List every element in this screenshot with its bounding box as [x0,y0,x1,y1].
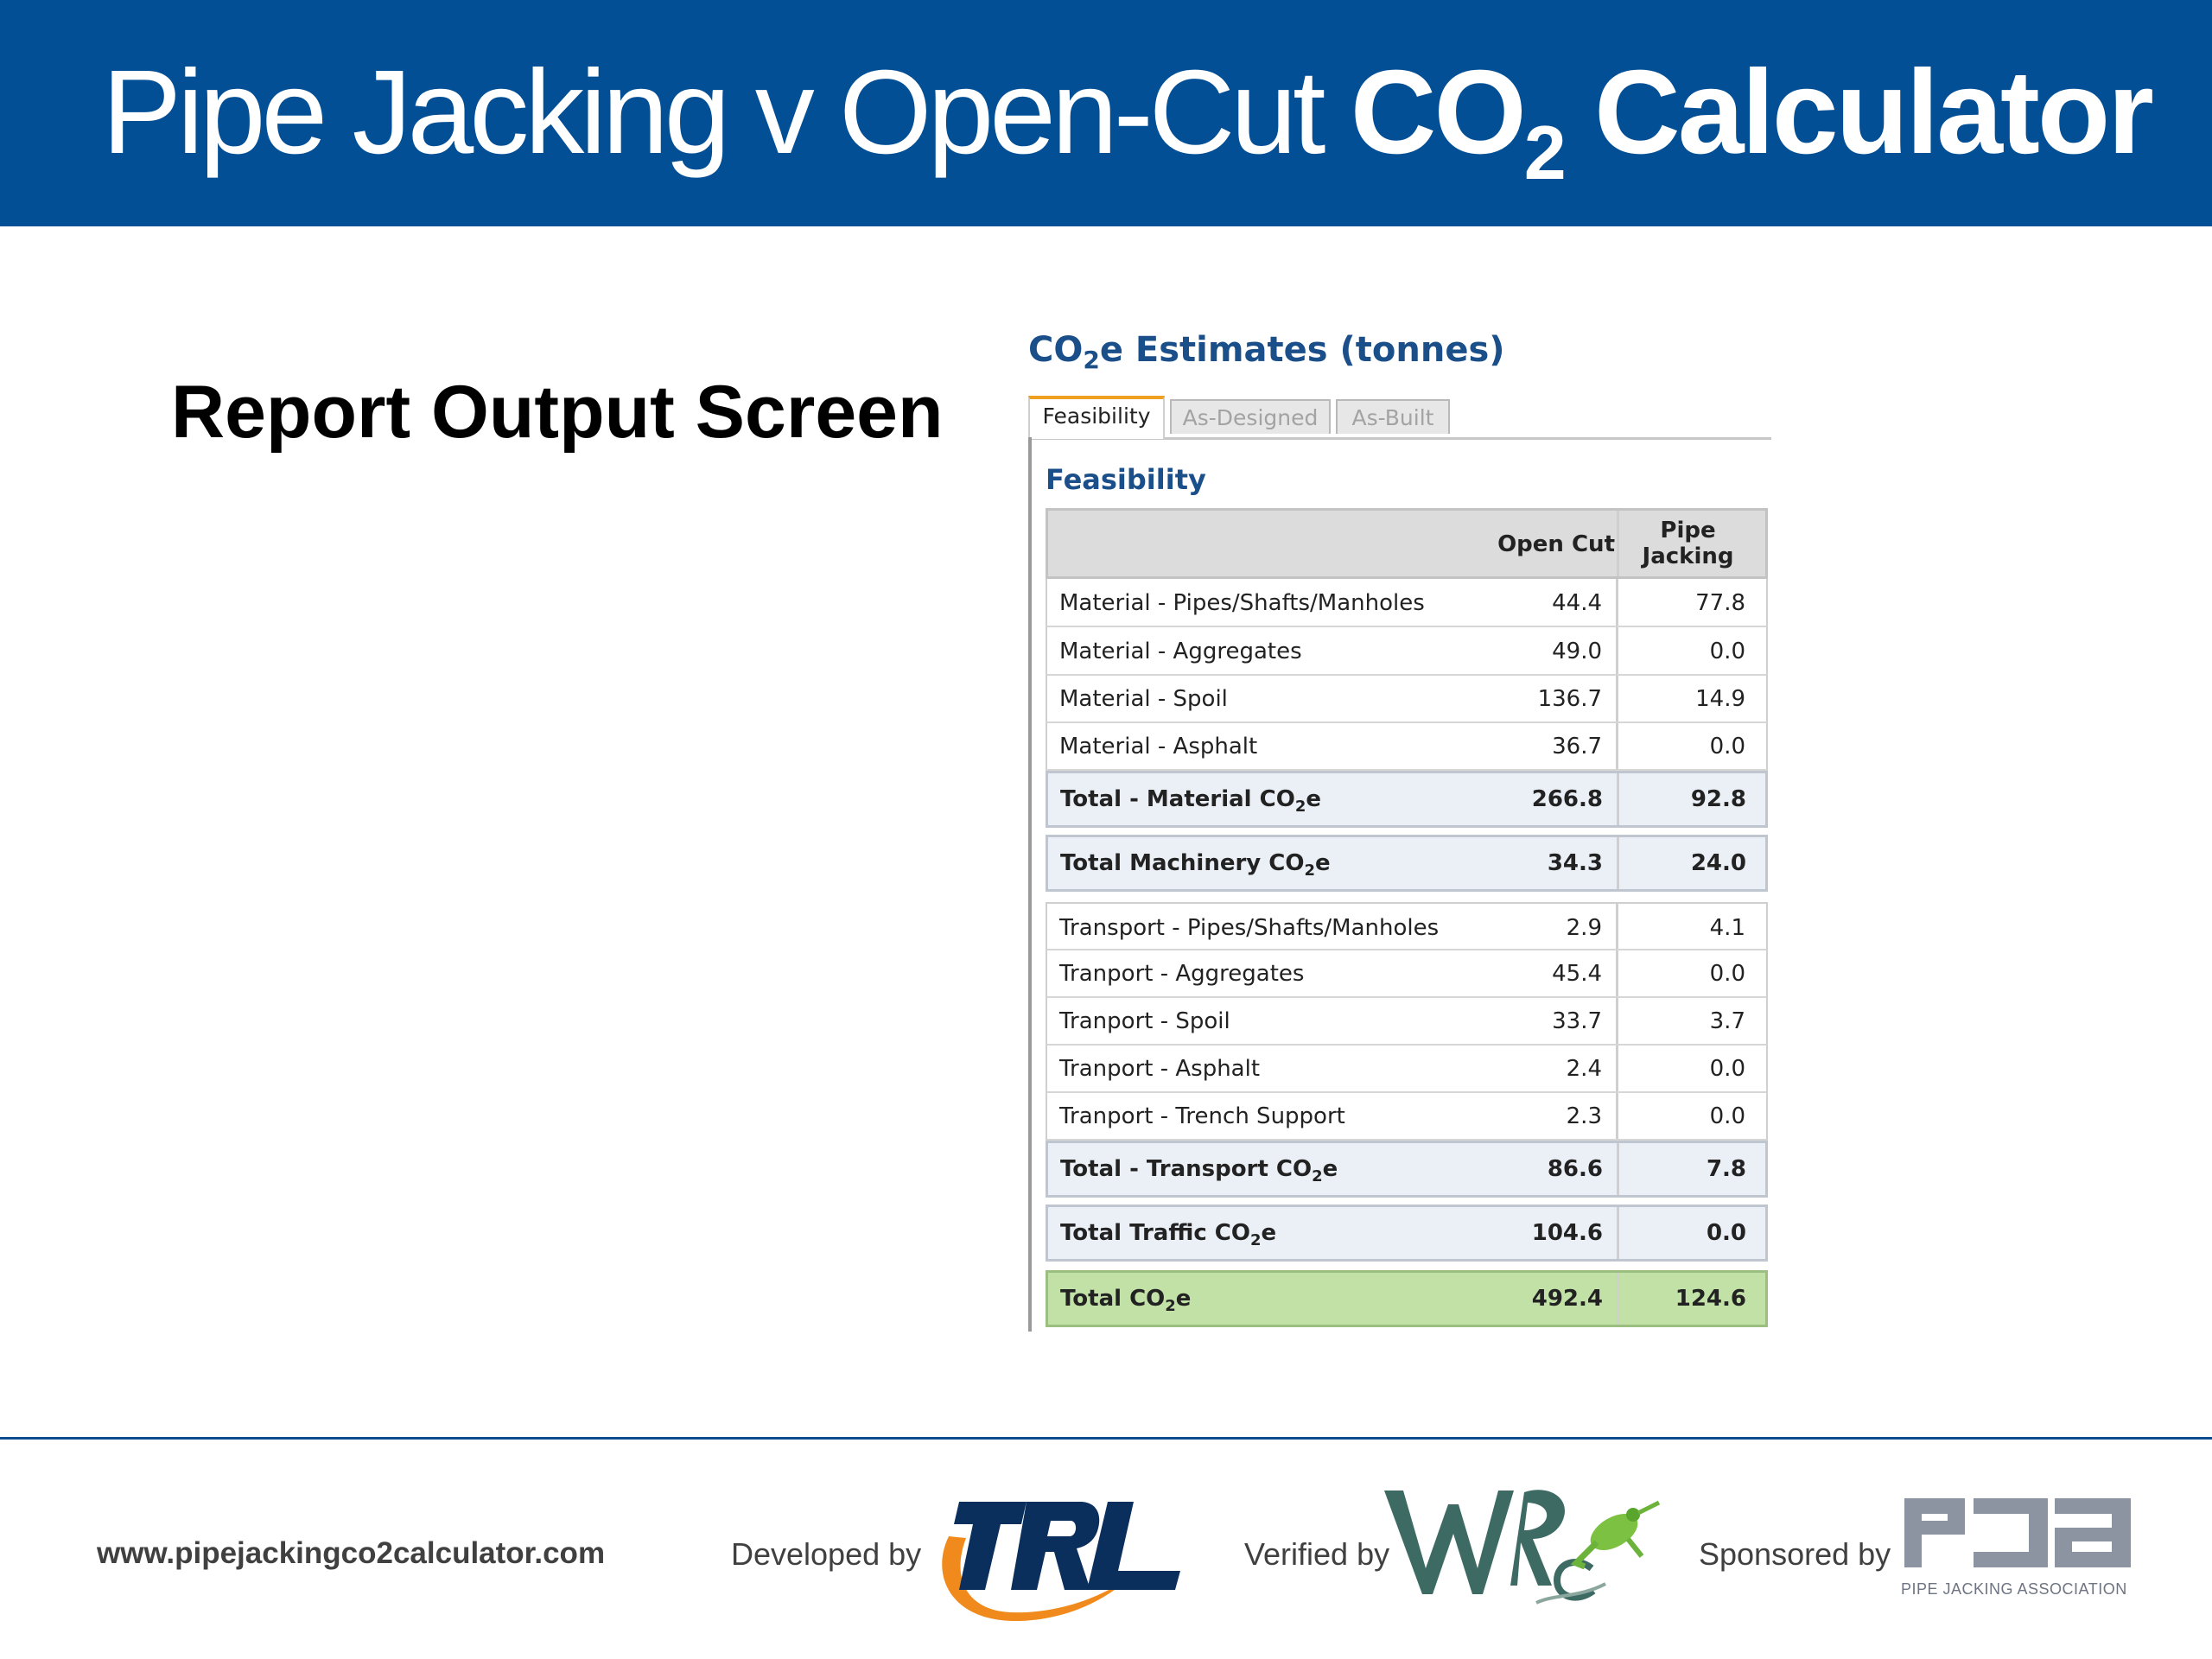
header-banner [0,0,2212,226]
banner-title-part1: Pipe Jacking v Open-Cut [102,46,1351,179]
banner-title-co-text: CO [1350,46,1524,179]
row-label-post: e [1322,1156,1338,1182]
row-label-pre: Total - Transport CO [1060,1156,1313,1182]
estimates-title-post: e Estimates (tonnes) [1099,330,1505,370]
table-header-row [1046,508,1768,579]
row-open-cut: 36.7 [1552,734,1602,760]
row-open-cut: 266.8 [1531,786,1603,812]
row-open-cut: 492.4 [1531,1286,1603,1312]
column-header-open-cut: Open Cut [1497,531,1615,557]
column-header-pipe: Pipe [1660,518,1716,543]
estimates-title-sub: 2 [1083,346,1100,374]
row-label: Material - Spoil [1059,686,1228,712]
row-label: Material - Pipes/Shafts/Manholes [1059,590,1425,616]
row-open-cut: 86.6 [1547,1156,1603,1182]
row-open-cut: 49.0 [1552,639,1602,664]
row-open-cut: 44.4 [1552,590,1602,616]
row-open-cut: 45.4 [1552,961,1602,987]
row-pipe-jacking: 14.9 [1616,676,1756,721]
row-label-pre: Total Machinery CO [1060,850,1305,876]
table-row [1046,579,1768,627]
row-pipe-jacking: 77.8 [1616,579,1756,626]
estimates-title [1028,330,1505,374]
row-label-pre: Total Traffic CO [1060,1220,1250,1246]
row-pipe-jacking: 4.1 [1616,904,1756,949]
tab-as-designed[interactable]: As-Designed [1170,399,1331,434]
slide-heading: Report Output Screen [171,371,944,454]
banner-title [102,43,2152,195]
row-label: Transport - Pipes/Shafts/Manholes [1059,915,1440,941]
row-pipe-jacking: 0.0 [1616,1093,1756,1139]
row-pipe-jacking: 3.7 [1616,998,1756,1044]
table-row [1046,676,1768,723]
row-label-sub: 2 [1312,1167,1323,1185]
row-open-cut: 2.4 [1566,1056,1602,1082]
banner-title-co [1350,46,2152,195]
row-label: Tranport - Aggregates [1059,961,1305,987]
row-label-sub: 2 [1165,1297,1176,1315]
total-traffic-row [1046,1205,1768,1262]
banner-title-part2: Calculator [1563,46,2152,179]
table-row [1046,950,1768,998]
row-pipe-jacking: 7.8 [1617,1143,1757,1195]
row-pipe-jacking: 0.0 [1616,1046,1756,1091]
row-open-cut: 34.3 [1547,850,1603,876]
wrc-logo [1381,1473,1666,1611]
footer-divider [0,1437,2212,1440]
row-pipe-jacking: 124.6 [1617,1273,1757,1325]
tab-as-built[interactable]: As-Built [1336,399,1450,434]
row-label-post: e [1306,786,1322,812]
column-header-jacking: Jacking [1642,543,1734,569]
row-open-cut: 136.7 [1537,686,1602,712]
table-row [1046,1046,1768,1093]
tab-feasibility[interactable]: Feasibility [1028,396,1165,439]
row-open-cut: 33.7 [1552,1008,1602,1034]
column-header-pipe-jacking [1617,511,1757,576]
row-label-sub: 2 [1294,798,1306,816]
row-label: Material - Asphalt [1059,734,1258,760]
row-label: Material - Aggregates [1059,639,1302,664]
row-label: Tranport - Asphalt [1059,1056,1261,1082]
row-label-sub: 2 [1249,1231,1262,1249]
section-title: Feasibility [1046,463,1206,496]
row-label: Tranport - Spoil [1059,1008,1230,1034]
frog-icon [1576,1503,1659,1567]
table-row [1046,902,1768,950]
banner-title-sub: 2 [1523,110,1564,195]
row-open-cut: 2.3 [1566,1103,1602,1129]
row-pipe-jacking: 24.0 [1617,837,1757,889]
row-open-cut: 104.6 [1531,1220,1603,1246]
grand-total-row [1046,1270,1768,1327]
pja-letters-icon [1901,1493,2134,1573]
row-label-sub: 2 [1304,861,1316,880]
sponsored-by-label: Sponsored by [1699,1536,1891,1572]
row-pipe-jacking: 92.8 [1617,773,1757,825]
table-row [1046,998,1768,1046]
pja-caption: PIPE JACKING ASSOCIATION [1901,1580,2127,1598]
row-label: Tranport - Trench Support [1059,1103,1345,1129]
table-row [1046,723,1768,771]
row-label-post: e [1261,1220,1277,1246]
pja-logo [1901,1493,2134,1597]
row-open-cut: 2.9 [1566,915,1602,941]
total-transport-row [1046,1141,1768,1198]
row-pipe-jacking: 0.0 [1616,723,1756,769]
developed-by-label: Developed by [731,1536,922,1572]
table-row [1046,1093,1768,1141]
row-label-post: e [1175,1286,1192,1312]
row-pipe-jacking: 0.0 [1617,1207,1757,1259]
verified-by-label: Verified by [1244,1536,1390,1572]
row-pipe-jacking: 0.0 [1616,627,1756,674]
trl-logo [925,1493,1184,1627]
footer-url[interactable]: www.pipejackingco2calculator.com [97,1536,606,1570]
estimate-tabs [1028,396,1771,440]
row-label-pre: Total - Material CO [1060,786,1295,812]
row-pipe-jacking: 0.0 [1616,950,1756,996]
total-material-row [1046,771,1768,828]
row-label-post: e [1315,850,1331,876]
total-machinery-row [1046,835,1768,892]
table-row [1046,627,1768,676]
row-label-pre: Total CO [1060,1286,1166,1312]
estimates-title-pre: CO [1028,330,1084,370]
